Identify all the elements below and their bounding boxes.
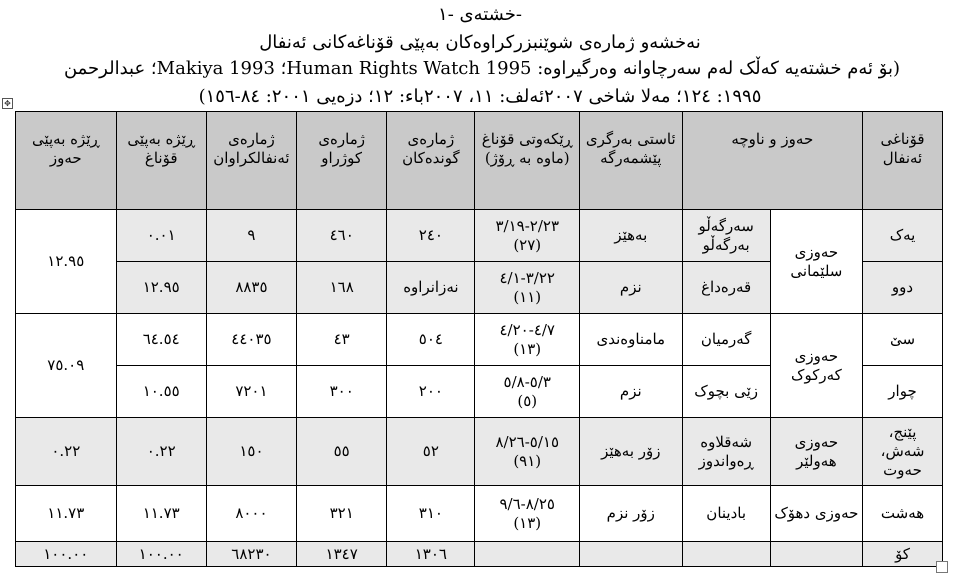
villages-cell: ٢٤٠	[387, 210, 475, 262]
table-row	[16, 418, 943, 486]
header-stage-pct: ڕێژە بەپێی قۆناغ	[116, 112, 206, 210]
anfal-stages-table	[15, 111, 943, 567]
table-header-row	[16, 112, 943, 210]
basin-pct-cell: ٠.٢٢	[16, 418, 117, 486]
date-range: ٢/٢٣-٣/١٩	[495, 216, 560, 235]
anfalized-cell: ١٥٠	[206, 418, 296, 486]
header-region: حەوز و ناوچە	[682, 112, 862, 210]
basin-cell: حەوزی کەرکوک	[770, 314, 862, 418]
killed-cell: ٤٣	[297, 314, 387, 366]
dates-cell	[475, 314, 580, 366]
stage-cell: چوار	[863, 366, 943, 418]
stage-cell: یەک	[863, 210, 943, 262]
document-subtitle: نەخشەو ژمارەی شوێنبزرکراوەکان بەپێی قۆناغەکانی ئەنفال	[259, 32, 701, 53]
killed-cell: ٣٢١	[297, 486, 387, 542]
basin-pct-cell: ٧٥.٠٩	[16, 314, 117, 418]
villages-cell: ٢٠٠	[387, 366, 475, 418]
basin-cell: حەوزی دهۆک	[770, 486, 862, 542]
area-cell: قەرەداغ	[682, 262, 770, 314]
anfalized-cell: ٩	[206, 210, 296, 262]
table-row	[16, 486, 943, 542]
date-days: (٢٧)	[513, 235, 542, 254]
total-empty-cell	[770, 542, 862, 567]
area-cell: شەقلاوە ڕەواندوز	[682, 418, 770, 486]
anfalized-cell: ٤٤٠٣٥	[206, 314, 296, 366]
resistance-cell: زۆر نزم	[580, 486, 683, 542]
anfalized-cell: ٧٢٠١	[206, 366, 296, 418]
document-title: خشتەی -١-	[438, 4, 522, 25]
total-killed: ١٣٤٧	[297, 542, 387, 567]
stage-cell: سێ	[863, 314, 943, 366]
total-empty-cell	[682, 542, 770, 567]
basin-pct-cell: ١١.٧٣	[16, 486, 117, 542]
date-range: ٨/٢٥-٩/٦	[499, 494, 555, 513]
header-killed: ژمارەی کوژراو	[297, 112, 387, 210]
total-empty-cell	[475, 542, 580, 567]
stage-pct-cell: ٠.٢٢	[116, 418, 206, 486]
dates-cell	[475, 418, 580, 486]
date-range: ٥/٣-٥/٨	[503, 372, 551, 391]
resistance-cell: مامناوەندی	[580, 314, 683, 366]
stage-pct-cell: ٠.٠١	[116, 210, 206, 262]
area-cell: گەرمیان	[682, 314, 770, 366]
table-row	[16, 210, 943, 262]
killed-cell: ٤٦٠	[297, 210, 387, 262]
total-basin-pct: ١٠٠.٠٠	[16, 542, 117, 567]
sources-note-line1: (بۆ ئەم خشتەیە کەڵک لەم سەرچاوانە وەرگیراوە: Human Rights Watch 1995؛ Makiya 1993؛ عبدالرحمن	[63, 58, 901, 79]
total-anfalized: ٦٨٢٣٠	[206, 542, 296, 567]
villages-cell: ٣١٠	[387, 486, 475, 542]
basin-cell: حەوزی سلێمانی	[770, 210, 862, 314]
area-cell: زێی بچوک	[682, 366, 770, 418]
stage-pct-cell: ١١.٧٣	[116, 486, 206, 542]
resistance-cell: بەهێز	[580, 210, 683, 262]
dates-cell	[475, 486, 580, 542]
date-days: (١٣)	[513, 339, 542, 358]
table-row	[16, 314, 943, 366]
stage-cell: پێنج، شەش، حەوت	[863, 418, 943, 486]
villages-cell: ٥٠٤	[387, 314, 475, 366]
date-range: ٥/١٥-٨/٢٦	[495, 432, 560, 451]
killed-cell: ١٦٨	[297, 262, 387, 314]
resistance-cell: زۆر بەهێز	[580, 418, 683, 486]
total-villages: ١٣٠٦	[387, 542, 475, 567]
area-cell: بادینان	[682, 486, 770, 542]
dates-cell	[475, 366, 580, 418]
basin-pct-cell: ١٢.٩٥	[16, 210, 117, 314]
stage-cell: هەشت	[863, 486, 943, 542]
date-range: ٣/٢٢-٤/١	[499, 268, 555, 287]
basin-cell: حەوزی هەولێر	[770, 418, 862, 486]
header-resistance: ئاستی بەرگری پێشمەرگە	[580, 112, 683, 210]
header-dates: ڕێکەوتی قۆناغ (ماوە بە ڕۆژ)	[475, 112, 580, 210]
anfalized-cell: ٨٠٠٠	[206, 486, 296, 542]
date-range: ٤/٧-٤/٢٠	[499, 320, 555, 339]
table-move-handle-icon[interactable]: ✥	[2, 98, 13, 109]
resistance-cell: نزم	[580, 366, 683, 418]
stage-pct-cell: ٦٤.٥٤	[116, 314, 206, 366]
header-anfalized: ژمارەی ئەنفالکراوان	[206, 112, 296, 210]
date-days: (٩١)	[513, 451, 542, 470]
stage-pct-cell: ١٠.٥٥	[116, 366, 206, 418]
resistance-cell: نزم	[580, 262, 683, 314]
sources-note-line2: ١٩٩٥: ١٢٤؛ مەلا شاخی ٢٠٠٧ئەلف: ١١، ٢٠٠٧باء: ١٢؛ دزەیی ٢٠٠١: ٨٤-١٥٦)	[198, 86, 762, 107]
dates-cell	[475, 210, 580, 262]
villages-cell: نەزانراوە	[387, 262, 475, 314]
date-days: (١١)	[513, 287, 542, 306]
header-stage: قۆناغی ئەنفال	[863, 112, 943, 210]
table-resize-handle[interactable]	[936, 561, 948, 573]
total-label: کۆ	[863, 542, 943, 567]
total-empty-cell	[580, 542, 683, 567]
area-cell: سەرگەڵو بەرگەڵو	[682, 210, 770, 262]
header-villages: ژمارەی گوندەکان	[387, 112, 475, 210]
date-days: (١٣)	[513, 513, 542, 532]
total-row	[16, 542, 943, 567]
anfalized-cell: ٨٨٣٥	[206, 262, 296, 314]
killed-cell: ٣٠٠	[297, 366, 387, 418]
date-days: (٥)	[517, 391, 538, 410]
dates-cell	[475, 262, 580, 314]
villages-cell: ٥٢	[387, 418, 475, 486]
killed-cell: ٥٥	[297, 418, 387, 486]
total-stage-pct: ١٠٠.٠٠	[116, 542, 206, 567]
header-basin-pct: ڕێژە بەپێی حەوز	[16, 112, 117, 210]
stage-pct-cell: ١٢.٩٥	[116, 262, 206, 314]
stage-cell: دوو	[863, 262, 943, 314]
